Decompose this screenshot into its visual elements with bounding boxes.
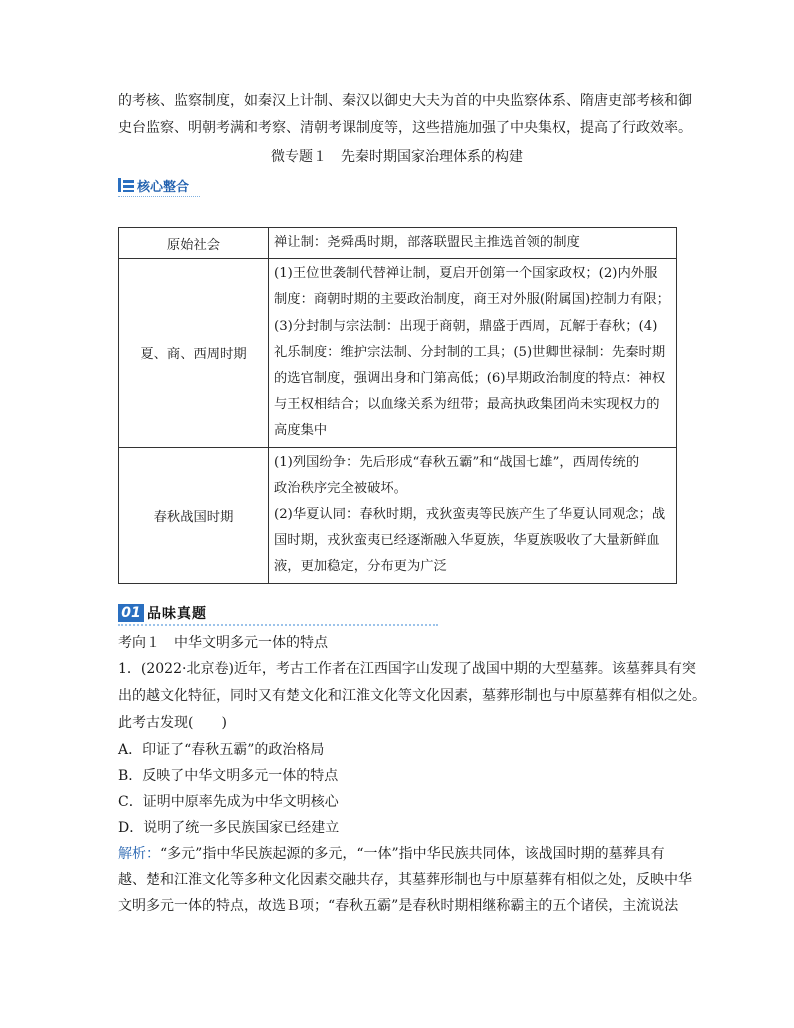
option-c: C．证明中原率先成为中华文明核心 — [118, 794, 339, 810]
section-number-badge: 01 — [118, 604, 144, 622]
section-divider — [118, 196, 200, 197]
content-line: 的选官制度，强调出身和门第高低；(6)早期政治制度的特点：神权 — [274, 371, 666, 387]
period-cell: 春秋战国时期 — [119, 447, 269, 583]
subtopic-title: 微专题１ 先秦时期国家治理体系的构建 — [271, 149, 523, 165]
content-line: 礼乐制度：维护宗法制、分封制的工具；(5)世卿世禄制：先秦时期 — [274, 344, 666, 360]
summary-table — [118, 227, 677, 584]
analysis-line-3: 文明多元一体的特点，故选Ｂ项；“春秋五霸”是春秋时期相继称霸主的五个诸侯，主流说法 — [118, 898, 679, 914]
period-cell: 原始社会 — [119, 228, 269, 259]
section-bars-icon — [118, 178, 134, 192]
section-label: 核心整合 — [137, 179, 190, 195]
content-cell — [269, 228, 677, 259]
analysis-line-2: 越、楚和江淮文化等多种文化因素交融共存，其墓葬形制也与中原墓葬有相似之处，反映中华 — [118, 872, 692, 888]
content-line: (1)列国纷争：先后形成“春秋五霸”和“战国七雄”，西周传统的 — [274, 454, 640, 470]
content-line: (3)分封制与宗法制：出现于商朝，鼎盛于西周，瓦解于春秋；(4) — [274, 318, 658, 334]
section-divider — [118, 624, 438, 626]
question-line-3: 此考古发现( ) — [118, 715, 227, 731]
table-row — [119, 259, 677, 447]
content-line: 液，更加稳定，分布更为广泛 — [274, 559, 447, 575]
table-row — [119, 228, 677, 259]
period-cell: 夏、商、西周时期 — [119, 259, 269, 447]
section-header-real-questions — [118, 603, 207, 623]
content-line: 国时期，戎狄蛮夷已经逐渐融入华夏族，华夏族吸收了大量新鲜血 — [274, 533, 660, 549]
question-line-2: 出的越文化特征，同时又有楚文化和江淮文化等文化因素，墓葬形制也与中原墓葬有相似之处。 — [118, 688, 706, 704]
content-line: 政治秩序完全被破坏。 — [274, 480, 407, 496]
section-label: 品味真题 — [147, 606, 207, 622]
intro-line-2: 史台监察、明朝考满和考察、清朝考课制度等，这些措施加强了中央集权，提高了行政效率。 — [118, 120, 692, 136]
content-line: 高度集中 — [274, 423, 328, 439]
content-line: 禅让制：尧舜禹时期，部落联盟民主推选首领的制度 — [274, 235, 580, 250]
question-line-1: 1．(2022·北京卷)近年，考古工作者在江西国字山发现了战国中期的大型墓葬。该墓葬具有突 — [118, 661, 696, 677]
content-line: (1)王位世袭制代替禅让制，夏启开创第一个国家政权；(2)内外服 — [274, 266, 658, 282]
content-cell — [269, 259, 677, 447]
analysis-label: 解析： — [118, 846, 160, 862]
option-b: B．反映了中华文明多元一体的特点 — [118, 768, 339, 784]
content-line: (2)华夏认同：春秋时期，戎狄蛮夷等民族产生了华夏认同观念；战 — [274, 507, 666, 523]
content-line: 与王权相结合；以血缘关系为纽带；最高执政集团尚未实现权力的 — [274, 397, 660, 413]
content-cell — [269, 447, 677, 583]
option-a: A．印证了“春秋五霸”的政治格局 — [118, 742, 325, 758]
analysis-line-1 — [118, 841, 678, 868]
analysis-text: “多元”指中华民族起源的多元，“一体”指中华民族共同体，该战国时期的墓葬具有 — [160, 846, 665, 862]
intro-line-1: 的考核、监察制度，如秦汉上计制、秦汉以御史大夫为首的中央监察体系、隋唐吏部考核和御 — [118, 93, 692, 109]
kaoxiang-heading: 考向１ 中华文明多元一体的特点 — [118, 635, 328, 651]
content-line: 制度：商朝时期的主要政治制度，商王对外服(附属国)控制力有限； — [274, 292, 670, 308]
option-d: D．说明了统一多民族国家已经建立 — [118, 820, 340, 836]
table-row — [119, 447, 677, 583]
section-header-core-integration — [118, 176, 189, 194]
